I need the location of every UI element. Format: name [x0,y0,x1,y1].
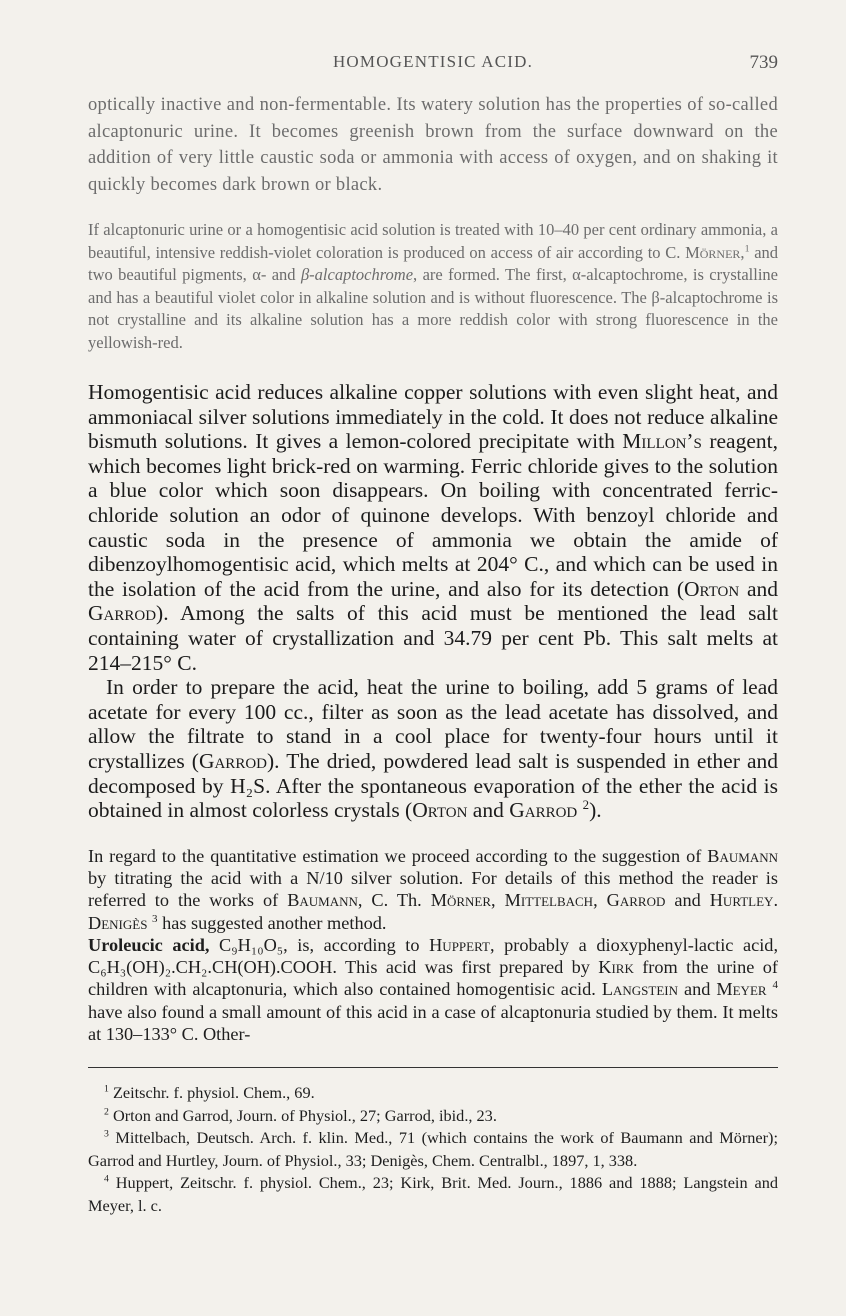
running-title: HOMOGENTISIC ACID. [332,52,534,71]
footnote-text: Mittelbach, Deutsch. Arch. f. klin. Med., 71 (which contains the work of Baumann and Mörner); Garrod and Hurtley, Journ. of Physiol., 33; Denigès, Chem. Centralbl., 1897, 1, 338. [88,1128,778,1170]
author-name: Hurtley [709,890,774,911]
text-run: C₉H₁₀O₅, is, according to [219,934,420,955]
author-name: Langstein [601,979,678,1000]
text-run: , probably a dioxyphenyl-lactic acid, C₆H₃(OH)₂.CH₂.CH(OH).COOH. This acid was first prepared by [88,934,779,978]
footnote [88,1127,778,1172]
footnote [88,1172,778,1217]
author-name: Kirk [598,957,634,978]
author-name: Garrod [198,748,267,773]
footnotes [88,1067,778,1217]
footnote-text: Orton and Garrod, Journ. of Physiol., 27; Garrod, ibid., 23. [112,1105,497,1125]
author-name: Meyer [716,979,767,1000]
text-run: and [746,576,779,601]
paragraph-2 [88,219,778,354]
text-run: from the urine of children with alcaptonuria, which also contained homogentisic acid. [88,957,778,1000]
footnote-mark: 2 [104,1106,109,1118]
footnote-ref: 1 [744,243,750,254]
author-name: Orton [684,576,740,601]
author-name: Garrod [606,890,666,911]
author-name: Millon’s [622,429,702,454]
paragraph-3 [88,380,778,675]
footnote-ref: 3 [152,912,158,925]
text-run: If alcaptonuric urine or a homogentisic acid solution is treated with 10–40 per cent ordinary ammonia, a beautiful, intensive reddish-violet coloration is produced on access of air according to C. [88,220,778,262]
footnote [88,1082,778,1105]
text-run: , C. Th. [357,890,422,911]
paragraph-1: optically inactive and non-fermentable. Its watery solution has the properties of so-called alcaptonuric urine. It becomes greenish brown from the surface downward on the addition of very little caustic soda or ammonia with access of oxygen, and on shaking it quickly becomes dark brown or black. [88,95,778,195]
footnote-mark: 4 [104,1173,109,1185]
footnote-mark: 1 [104,1083,109,1095]
text-run: , [593,890,598,911]
text-run: and [674,890,701,911]
text-run: , [491,890,496,911]
author-name: Mittelbach [504,890,594,911]
footnote-ref: 2 [582,797,590,812]
italic-term: β-alcaptochrome [300,265,414,284]
author-name: Garrod [509,798,578,823]
author-name: Orton [412,798,468,823]
footnote-ref: 4 [772,979,779,992]
text-run: , are formed. The first, α-alcaptochrome, is crystalline and has a beautiful violet color in alkaline solution and is without fluorescence. The β-alcaptochrome is not crystalline and its alkaline solution has a more reddish color with strong fluorescence in the yellowish-red. [88,265,779,352]
text-run: by titrating the acid with a N/10 silver solution. For details of this method the reader is referred to the works of [88,867,778,911]
text-run: In order to prepare the acid, heat the urine to boiling, add 5 grams of lead acetate for every 100 cc., filter as soon as the lead acetate has dissolved, and allow the filtrate to stand in a cool place for twenty-four hours until it crystallizes ( [88,675,778,773]
page-number: 739 [749,52,778,73]
bold-term: Uroleucic acid, [88,934,210,955]
author-name: Huppert [429,934,490,955]
text-run: and [472,798,504,823]
footnote-text: Huppert, Zeitschr. f. physiol. Chem., 23; Kirk, Brit. Med. Journ., 1886 and 1888; Langstein and Meyer, l. c. [88,1173,778,1215]
text-run: reagent, which becomes light brick-red on warming. Ferric chloride gives to the solution a blue color which soon disappears. On boiling with concentrated ferric-chloride solution an odor of quinone develops. With benzoyl chloride and caustic soda in the presence of ammonia we obtain the amide of dibenzoylhomogentisic acid, which melts at 204° C., and which can be used in the isolation of the acid from the urine, and also for its detection ( [88,429,778,601]
text-run: ). The dried, powdered lead salt is suspended in ether and decomposed by H₂S. After the spontaneous evaporation of the ether the acid is obtained in almost colorless crystals ( [88,748,778,823]
text-run: ). Among the salts of this acid must be mentioned the lead salt containing water of crystallization and 34.79 per cent Pb. This salt melts at 214–215° C. [88,601,778,675]
text-run: and [683,979,711,1000]
page [88,52,778,1217]
author-name: Garrod [88,601,157,626]
author-name: Mörner [430,890,492,911]
author-name: Baumann [707,845,778,866]
text-run: . [773,890,779,911]
paragraph-4 [88,675,778,823]
author-name: Denigès [88,912,148,933]
text-run: Homogentisic acid reduces alkaline copper solutions with even slight heat, and ammoniacal silver solutions immediately in the cold. It does not reduce alkaline bismuth solutions. It gives a lemon-colored precipitate with [88,380,778,454]
text-run: In regard to the quantitative estimation we proceed according to the suggestion of [88,845,702,866]
footnote [88,1105,778,1128]
footnote-mark: 3 [104,1128,109,1140]
footnote-text: Zeitschr. f. physiol. Chem., 69. [112,1083,315,1103]
text-run: and two beautiful pigments, α- and [88,242,779,284]
text-run: ). [589,798,602,823]
author-name: Baumann [287,890,358,911]
paragraph-5 [88,845,778,1046]
running-header [88,52,778,92]
author-name: Mörner, [685,242,745,262]
text-run: have also found a small amount of this acid in a case of alcaptonuria studied by them. It melts at 130–133° C. Other- [88,1001,778,1045]
text-run: has suggested another method. [162,912,387,933]
